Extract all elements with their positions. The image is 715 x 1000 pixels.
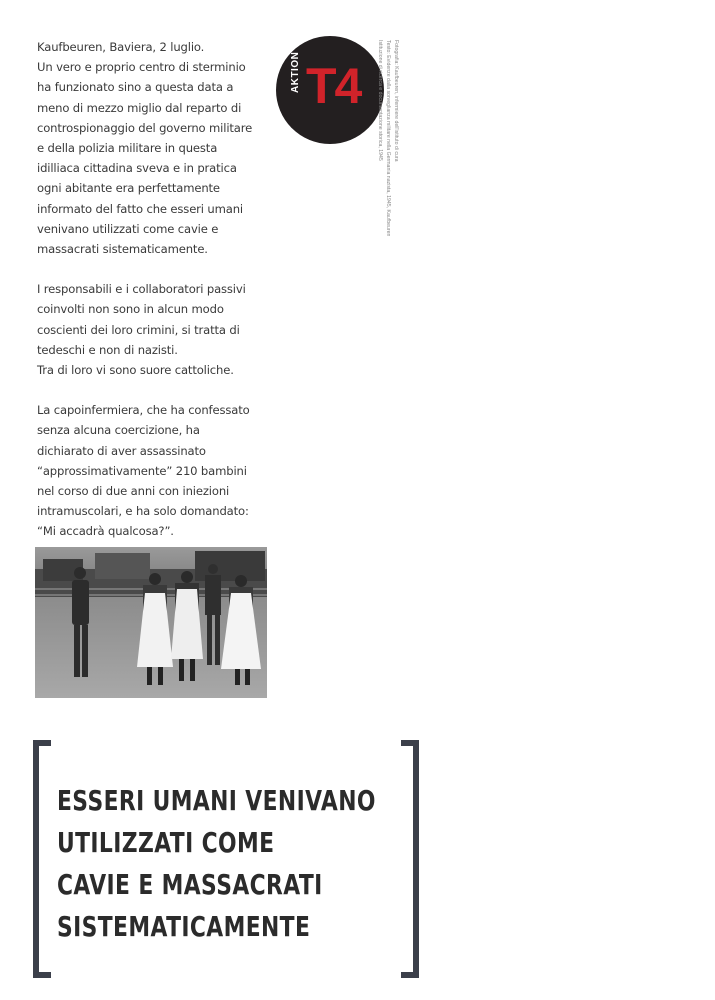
quote-line: SISTEMATICAMENTE bbox=[57, 910, 311, 943]
photo-illustration bbox=[35, 547, 267, 698]
pull-quote-text bbox=[57, 780, 376, 948]
paragraph-2: I responsabili e i collaboratori passivi coinvolti non sono in alcun modo coscienti dei loro crimini, si tratta di tedeschi e non di nazisti. Tra di loro vi sono suore cattoliche. bbox=[37, 282, 246, 378]
paragraph-3: La capoinfermiera, che ha confessato senza alcuna coercizione, ha dichiarato di aver assassinato “approssimativamente” 210 bambini nel corso di due anni con iniezioni intramuscolari, e ha solo domandato: “Mi accadrà qualcosa?”. bbox=[37, 403, 250, 539]
logo-aktion-text: AKTION bbox=[290, 51, 301, 93]
article-body bbox=[37, 37, 277, 562]
left-bracket bbox=[33, 740, 51, 978]
quote-line: UTILIZZATI COME bbox=[57, 826, 275, 859]
photo-credits bbox=[376, 40, 400, 360]
aktion-t4-logo bbox=[276, 36, 384, 144]
quote-line: CAVIE E MASSACRATI bbox=[57, 868, 323, 901]
pull-quote bbox=[33, 740, 419, 978]
credit-line: Fotografia: Kaufbeuren, infermiere dell'istituto di cura bbox=[393, 40, 399, 162]
credit-line: Istituzione di ricerca e documentazione storica, 1945 bbox=[377, 40, 383, 161]
credit-line: Testo: Evidenze dalla sorveglianza militare nella Germania nazista, 1945, Kaufbeuren bbox=[385, 40, 391, 237]
quote-line: ESSERI UMANI VENIVANO bbox=[57, 784, 376, 817]
paragraph-1: Kaufbeuren, Baviera, 2 luglio. Un vero e proprio centro di sterminio ha funzionato sino a questa data a meno di mezzo miglio dal reparto di controspionaggio del governo militare e della polizia militare in questa idilliaca cittadina sveva e in pratica ogni abitante era perfettamente informato del fatto che esseri umani venivano utilizzati come cavie e massacrati sistematicamente. bbox=[37, 40, 253, 257]
historical-photo bbox=[35, 547, 267, 698]
logo-t4-text: T4 bbox=[306, 58, 361, 114]
